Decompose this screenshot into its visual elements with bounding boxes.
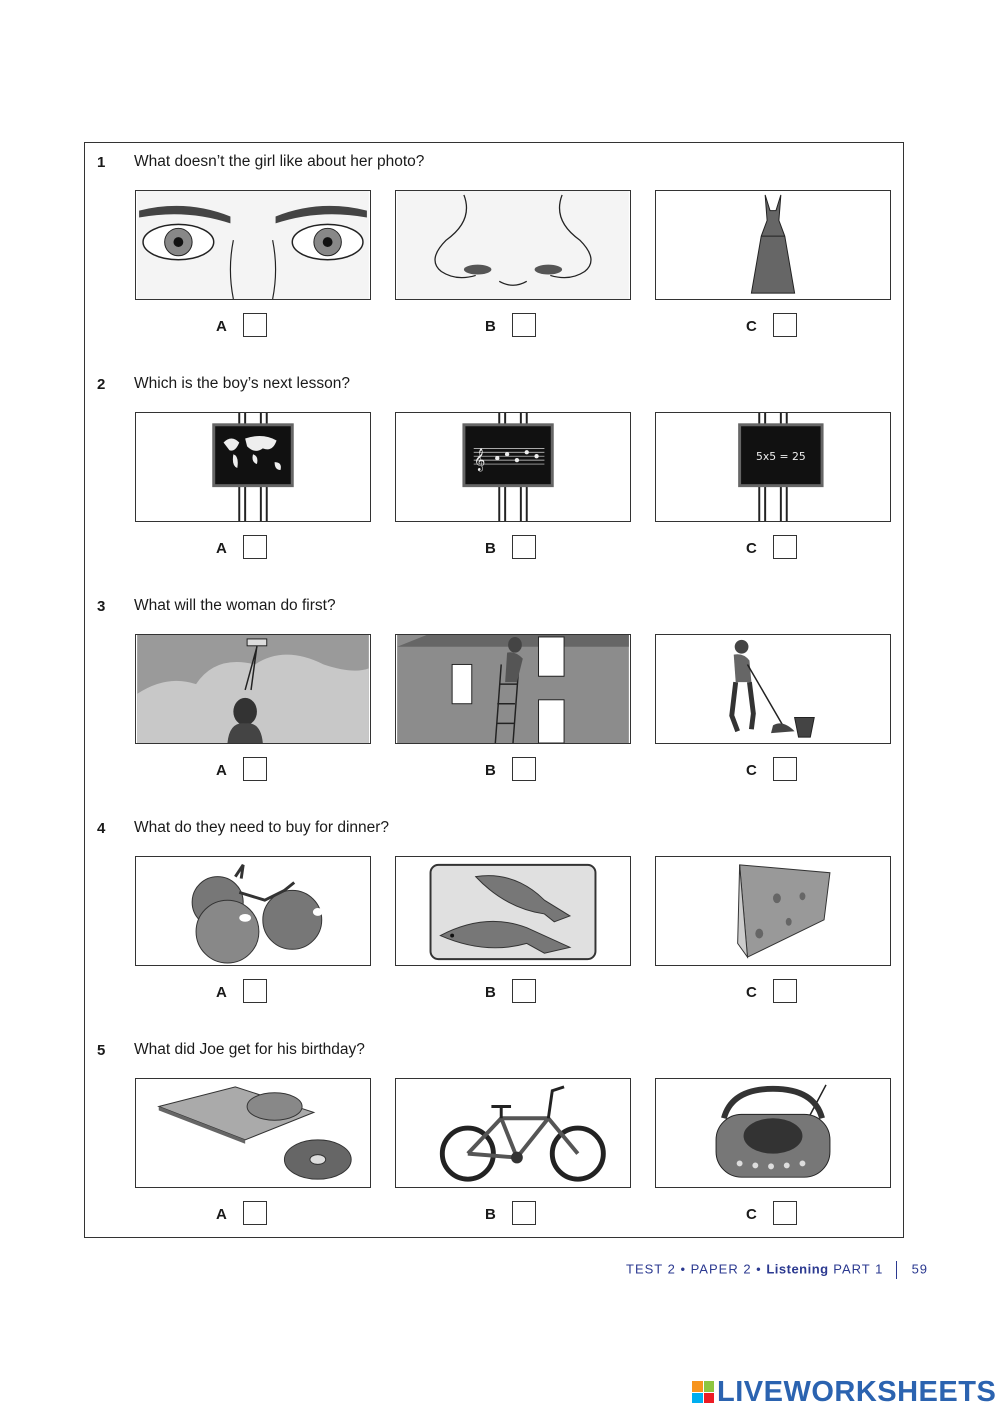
answer-checkbox[interactable] [773,1201,797,1225]
picture-tomatoes [135,856,371,966]
question-4 [85,809,903,1031]
option-label: B [485,762,496,779]
question-text: What will the woman do first? [134,597,336,614]
picture-dress [655,190,891,300]
question-text: What do they need to buy for dinner? [134,819,390,836]
answer-checkbox[interactable] [243,313,267,337]
answer-checkbox[interactable] [243,1201,267,1225]
picture-bicycle [395,1078,631,1188]
option-label: C [746,318,757,335]
option-label: A [216,1206,227,1223]
question-number: 5 [97,1042,106,1059]
option-label: C [746,762,757,779]
board-equation: 5x5 = 25 [755,450,806,464]
answer-checkbox[interactable] [512,979,536,1003]
picture-maths-board [655,412,891,522]
question-number: 4 [97,820,106,837]
question-text: What doesn’t the girl like about her photo? [134,153,425,170]
option-label: B [485,984,496,1001]
question-number: 3 [97,598,106,615]
answer-checkbox[interactable] [773,757,797,781]
option-label: B [485,540,496,557]
option-label: A [216,540,227,557]
answer-checkbox[interactable] [512,313,536,337]
question-5 [85,1031,903,1253]
footer-prefix: TEST 2 • PAPER 2 • [626,1261,762,1277]
question-1 [85,143,903,365]
logo-icon [692,1381,714,1403]
option-label: B [485,1206,496,1223]
option-label: C [746,540,757,557]
option-label: C [746,1206,757,1223]
brand-logo [692,1377,996,1407]
answer-checkbox[interactable] [512,1201,536,1225]
question-number: 1 [97,154,106,171]
footer-section: Listening [766,1261,829,1277]
picture-nose [395,190,631,300]
page-footer [626,1261,928,1279]
picture-cd-player [655,1078,891,1188]
exercise-frame [84,142,904,1238]
page-number: 59 [911,1261,929,1277]
question-3 [85,587,903,809]
question-2 [85,365,903,587]
picture-eyes [135,190,371,300]
answer-checkbox[interactable] [243,979,267,1003]
picture-cd [135,1078,371,1188]
option-label: A [216,762,227,779]
svg-text:𝄞: 𝄞 [473,448,486,472]
answer-checkbox[interactable] [773,313,797,337]
picture-fish [395,856,631,966]
answer-checkbox[interactable] [512,757,536,781]
answer-checkbox[interactable] [512,535,536,559]
picture-paint-ceiling [135,634,371,744]
question-text: Which is the boy’s next lesson? [134,375,350,392]
picture-cheese [655,856,891,966]
question-text: What did Joe get for his birthday? [134,1041,365,1058]
picture-music-board [395,412,631,522]
answer-checkbox[interactable] [773,535,797,559]
picture-geography-board [135,412,371,522]
footer-divider [896,1261,897,1279]
option-label: A [216,984,227,1001]
answer-checkbox[interactable] [243,757,267,781]
answer-checkbox[interactable] [773,979,797,1003]
option-label: C [746,984,757,1001]
footer-part: PART 1 [833,1261,884,1277]
answer-checkbox[interactable] [243,535,267,559]
option-label: B [485,318,496,335]
question-number: 2 [97,376,106,393]
option-label: A [216,318,227,335]
picture-mop-floor [655,634,891,744]
picture-clean-window [395,634,631,744]
brand-wordmark: LIVEWORKSHEETS [717,1375,997,1408]
